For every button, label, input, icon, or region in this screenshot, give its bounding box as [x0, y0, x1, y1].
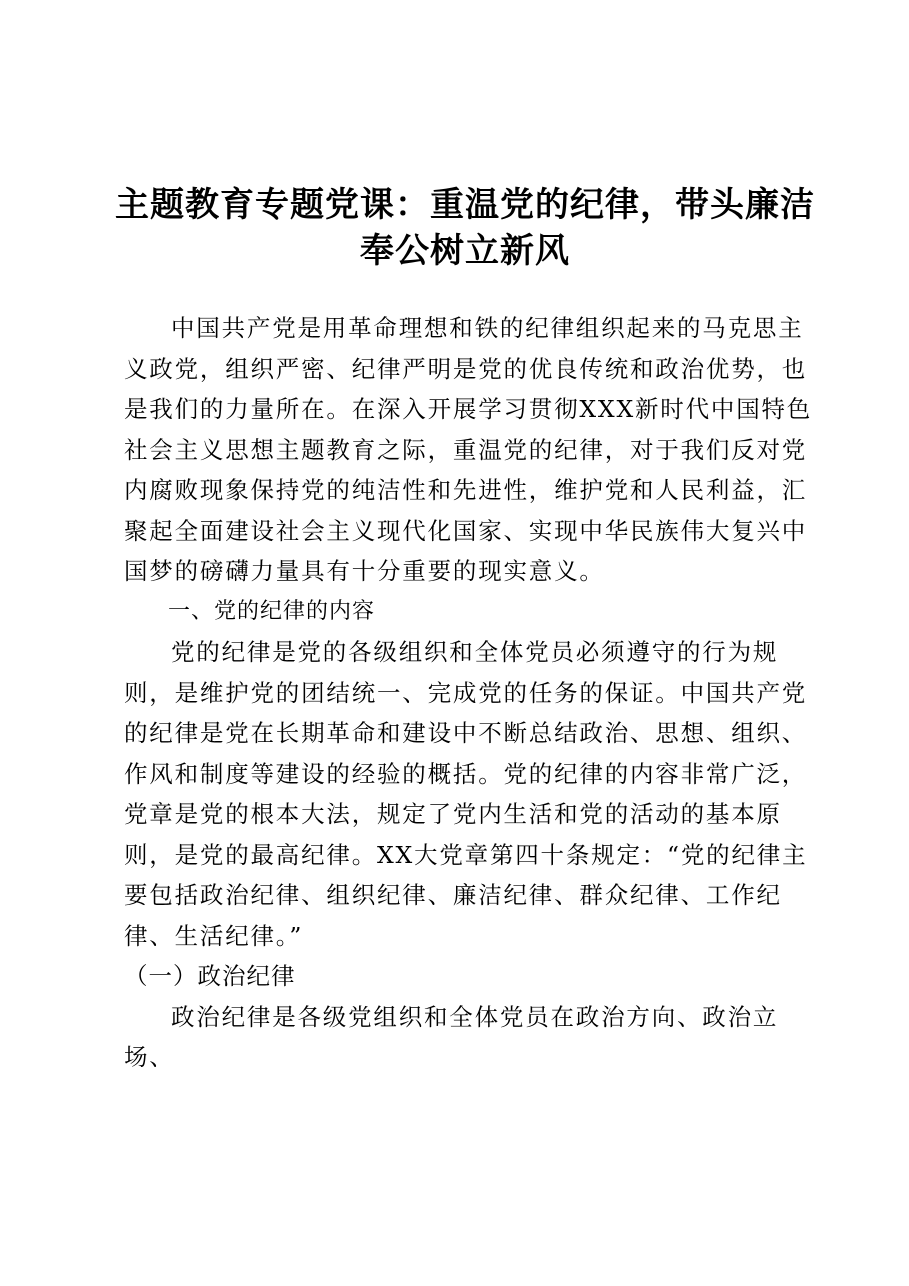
subsection-paragraph: 政治纪律是各级党组织和全体党员在政治方向、政治立场、 — [124, 1002, 779, 1071]
section-paragraph: 党的纪律是党的各级组织和全体党员必须遵守的行为规则，是维护党的团结统一、完成党的任务的保证。中国共产党的纪律是党在长期革命和建设中不断总结政治、思想、组织、作风和制度等建设的经验的概括。党的纪律的内容非常广泛，党章是党的根本大法，规定了党内生活和党的活动的基本原则，是党的最高纪律。XX大党章第四十条规定：“党的纪律主要包括政治纪律、组织纪律、廉洁纪律、群众纪律、工作纪律、生活纪律。” — [124, 638, 808, 950]
intro-paragraph: 中国共产党是用革命理想和铁的纪律组织起来的马克思主义政党，组织严密、纪律严明是党的优良传统和政治优势，也是我们的力量所在。在深入开展学习贯彻XXX新时代中国特色社会主义思想主题教育之际，重温党的纪律，对于我们反对党内腐败现象保持党的纯洁性和先进性，维护党和人民利益，汇聚起全面建设社会主义现代化国家、实现中华民族伟大复兴中国梦的磅礴力量具有十分重要的现实意义。 — [124, 314, 813, 585]
section-heading: 一、党的纪律的内容 — [168, 598, 376, 624]
document-body — [124, 308, 824, 1078]
document-title: 主题教育专题党课：重温党的纪律，带头廉洁奉公树立新风 — [115, 185, 815, 271]
subsection-heading: （一）政治纪律 — [124, 962, 296, 990]
